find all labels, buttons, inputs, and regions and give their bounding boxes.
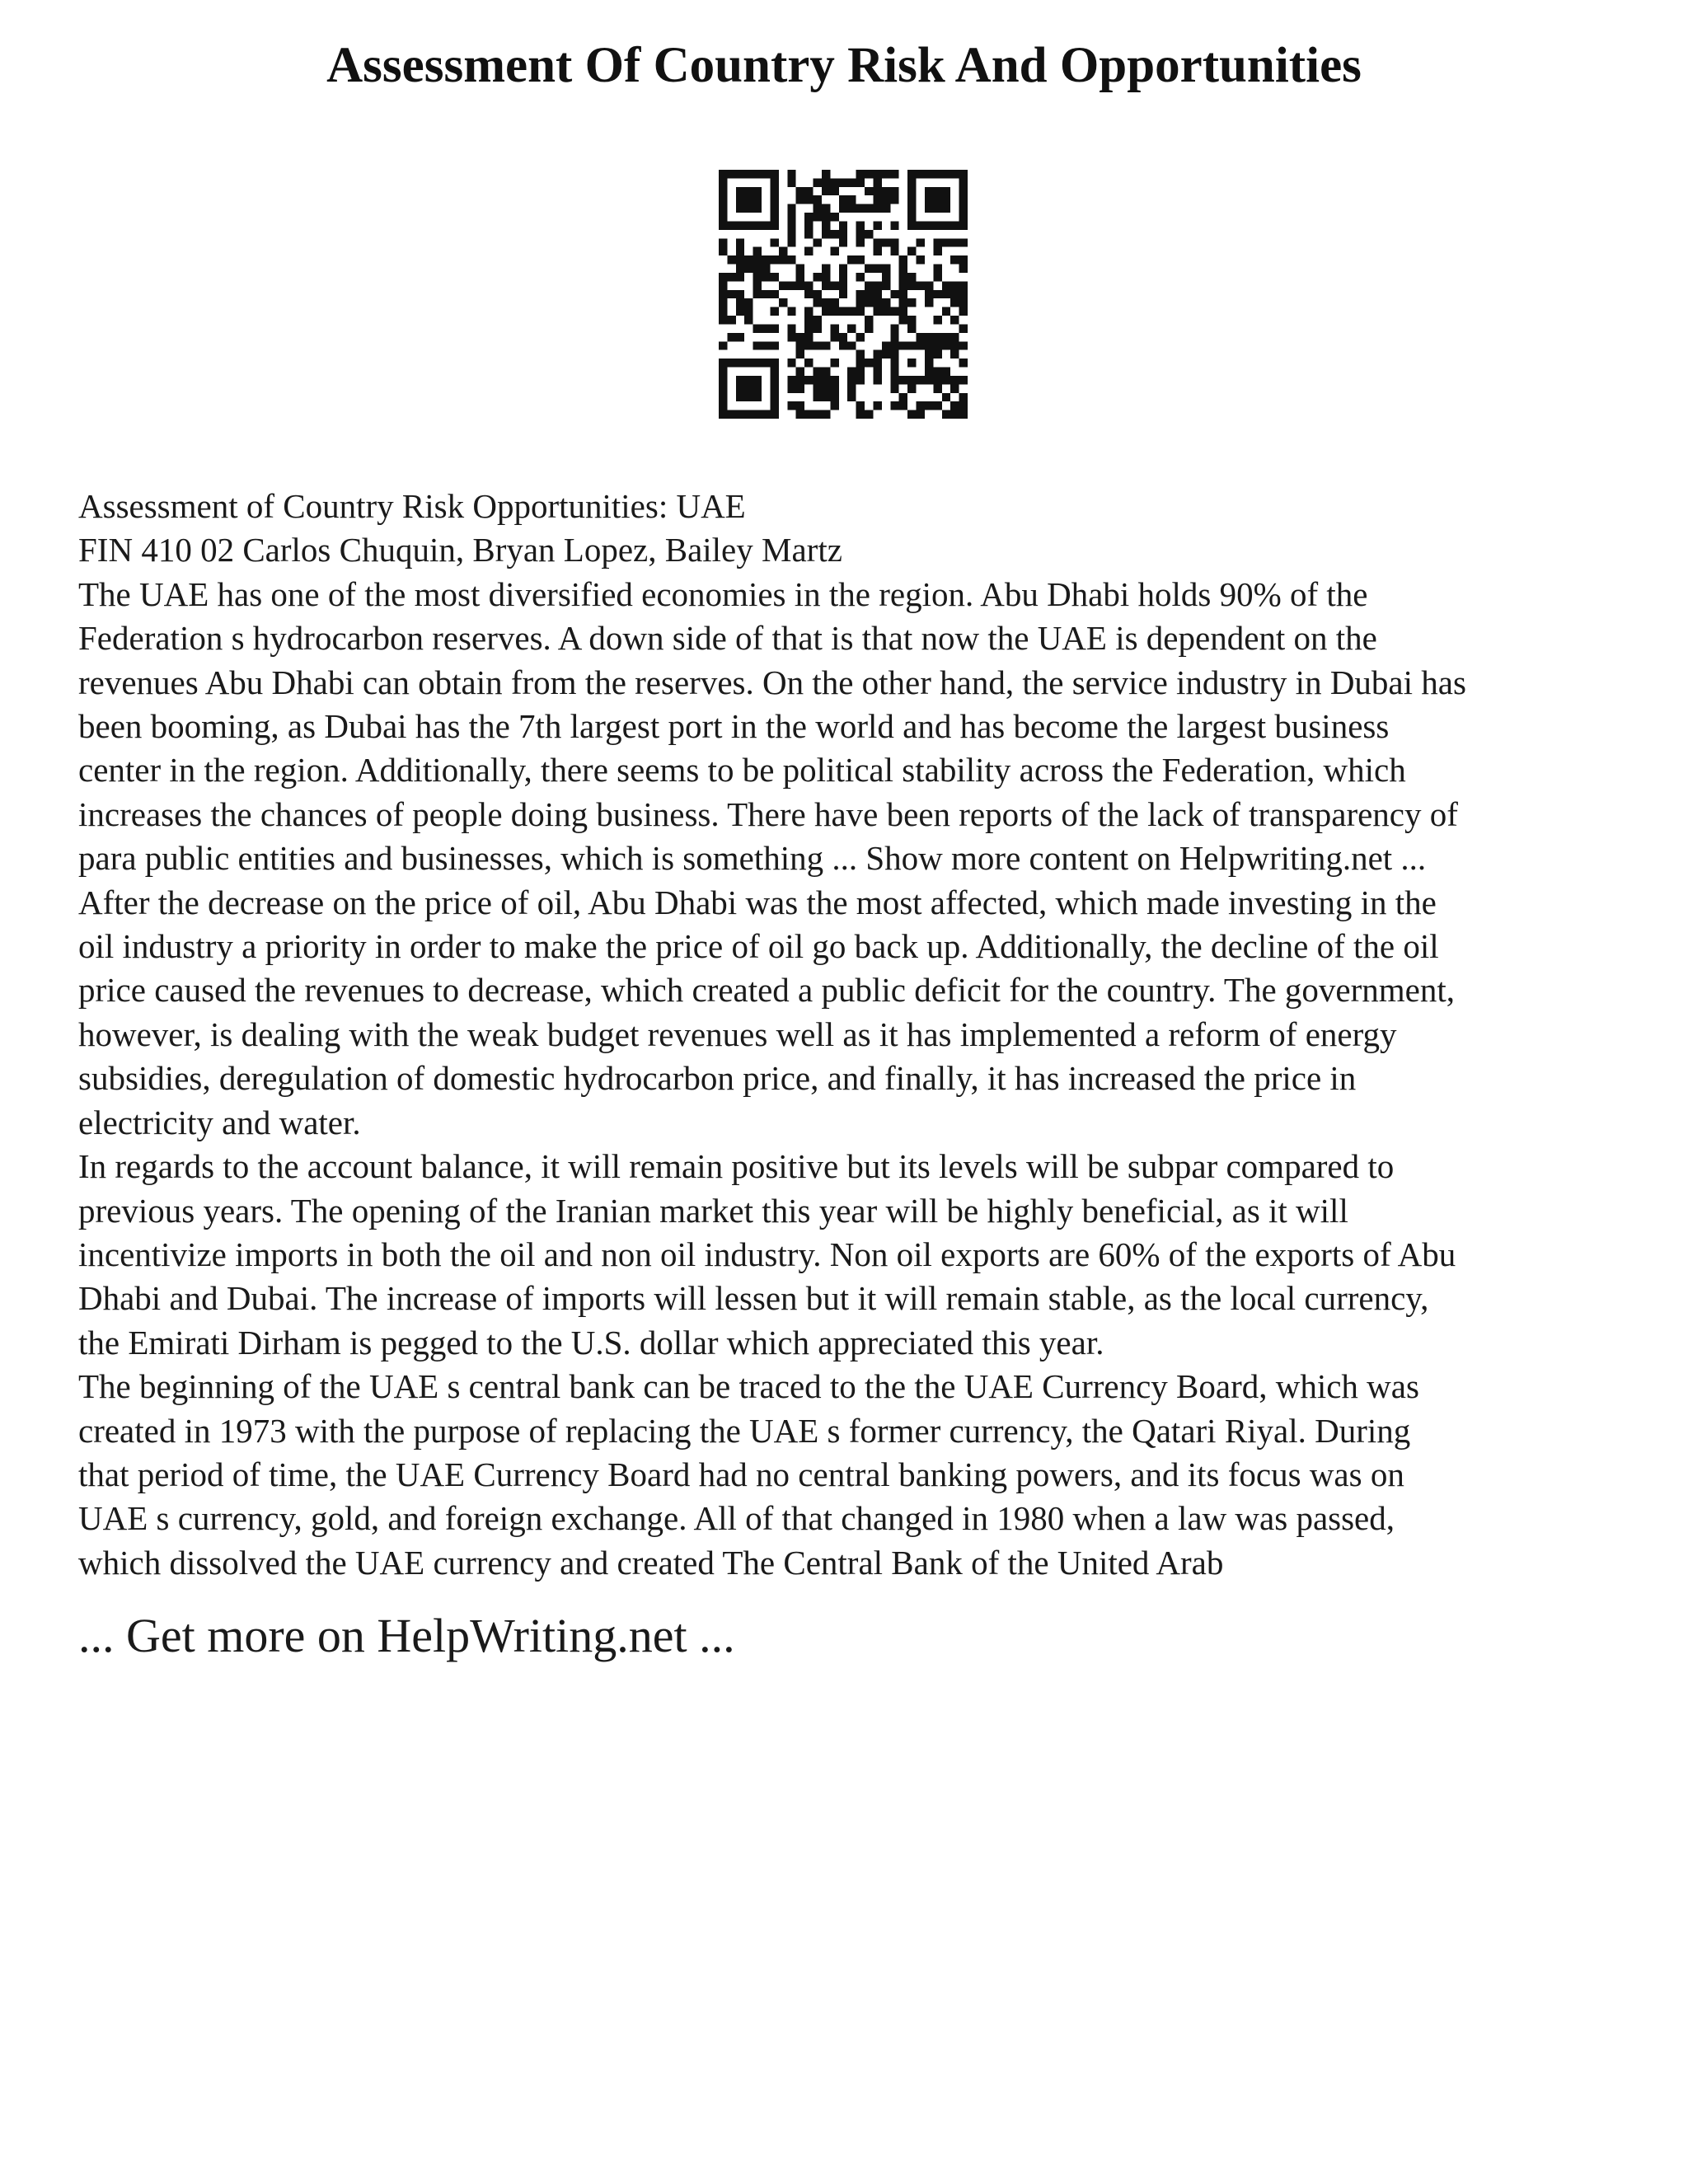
text-line: center in the region. Additionally, there seems to be political stability across the Federation, which — [78, 751, 1406, 790]
text-line: oil industry a priority in order to make the price of oil go back up. Additionally, the decline of the oil — [78, 927, 1439, 966]
text-line: Federation s hydrocarbon reserves. A down side of that is that now the UAE is dependent on the — [78, 619, 1377, 658]
text-line: previous years. The opening of the Iranian market this year will be highly beneficial, as it will — [78, 1191, 1348, 1230]
document-title: Assessment Of Country Risk And Opportunities — [326, 38, 1362, 93]
get-more-link[interactable]: ... Get more on HelpWriting.net ... — [78, 1609, 735, 1662]
text-line: the Emirati Dirham is pegged to the U.S. dollar which appreciated this year. — [78, 1323, 1104, 1361]
text-line: however, is dealing with the weak budget revenues well as it has implemented a reform of energy — [78, 1015, 1397, 1053]
text-line: In regards to the account balance, it will remain positive but its levels will be subpar compared to — [78, 1147, 1395, 1186]
text-line: Dhabi and Dubai. The increase of imports will lessen but it will remain stable, as the local currency, — [78, 1279, 1429, 1318]
qr-code-icon — [719, 170, 968, 419]
text-line: that period of time, the UAE Currency Board had no central banking powers, and its focus was on — [78, 1455, 1404, 1493]
text-line: UAE s currency, gold, and foreign exchange. All of that changed in 1980 when a law was passed, — [78, 1499, 1395, 1538]
text-line: electricity and water. — [78, 1103, 361, 1141]
text-line: created in 1973 with the purpose of replacing the UAE s former currency, the Qatari Riyal. During — [78, 1411, 1411, 1450]
document-body — [78, 485, 1628, 1585]
text-line: which dissolved the UAE currency and created The Central Bank of the United Arab — [78, 1543, 1224, 1582]
text-line: After the decrease on the price of oil, Abu Dhabi was the most affected, which made investing in the — [78, 883, 1437, 921]
text-line: subsidies, deregulation of domestic hydrocarbon price, and finally, it has increased the price in — [78, 1059, 1357, 1098]
text-line: price caused the revenues to decrease, which created a public deficit for the country. The government, — [78, 971, 1456, 1010]
text-line: The UAE has one of the most diversified economies in the region. Abu Dhabi holds 90% of the — [78, 574, 1368, 613]
text-line: been booming, as Dubai has the 7th largest port in the world and has become the largest business — [78, 707, 1390, 746]
text-line: FIN 410 02 Carlos Chuquin, Bryan Lopez, Bailey Martz — [78, 531, 842, 569]
text-line: Assessment of Country Risk Opportunities: UAE — [78, 487, 746, 525]
text-line: The beginning of the UAE s central bank can be traced to the the UAE Currency Board, which was — [78, 1367, 1419, 1406]
text-line: increases the chances of people doing business. There have been reports of the lack of transparency of — [78, 794, 1458, 833]
text-line: para public entities and businesses, which is something ... Show more content on Helpwriting.net ... — [78, 839, 1427, 878]
text-line: incentivize imports in both the oil and non oil industry. Non oil exports are 60% of the exports of Abu — [78, 1235, 1456, 1273]
text-line: revenues Abu Dhabi can obtain from the reserves. On the other hand, the service industry in Dubai has — [78, 663, 1466, 701]
